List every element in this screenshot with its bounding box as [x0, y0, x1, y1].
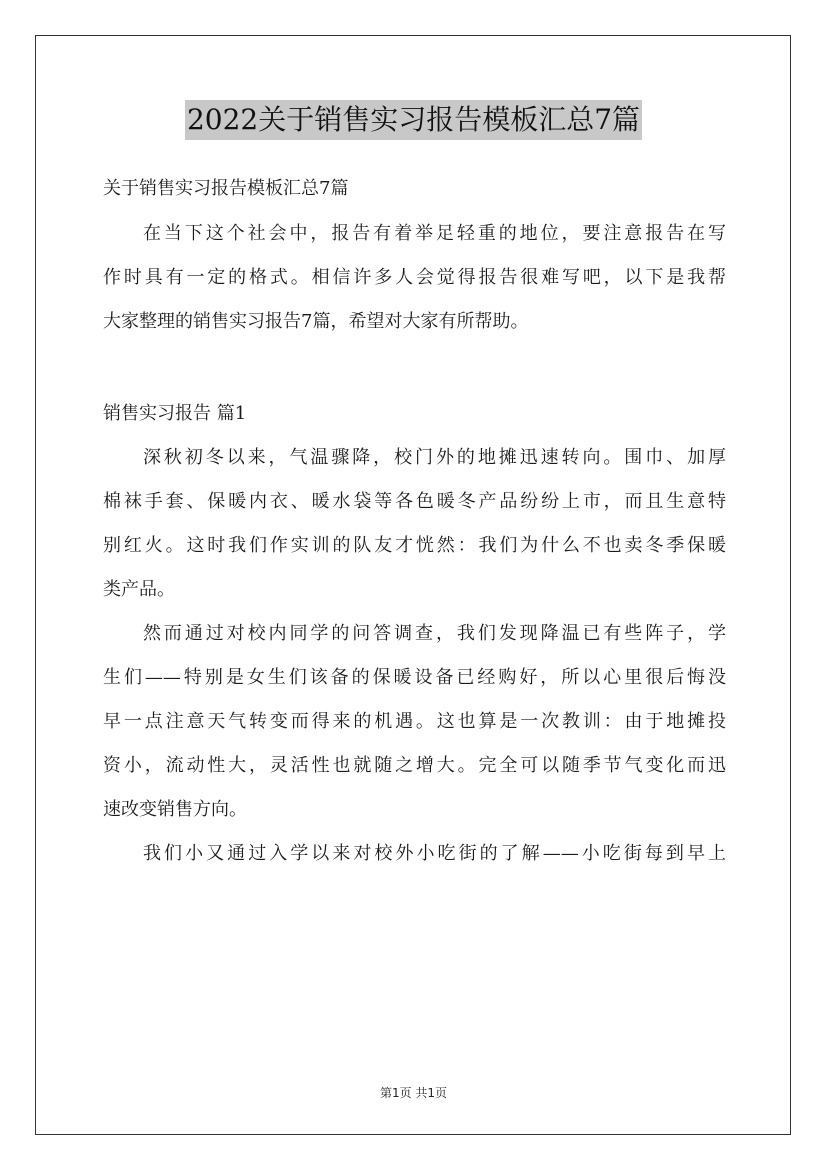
intro-line: 在当下这个社会中，报告有着举足轻重的地位，要注意报告在写	[143, 223, 726, 244]
paragraph-line: 资小，流动性大，灵活性也就随之增大。完全可以随季节气变化而迅	[103, 755, 726, 776]
document-body	[103, 174, 726, 869]
document-subtitle: 关于销售实习报告模板汇总7篇	[103, 178, 349, 199]
paragraph-line: 我们小又通过入学以来对校外小吃街的了解——小吃街每到早上	[143, 843, 726, 864]
paragraph-line: 别红火。这时我们作实训的队友才恍然：我们为什么不也卖冬季保暖	[103, 535, 726, 556]
paragraph-line: 类产品。	[103, 579, 175, 600]
paragraph-line: 棉袜手套、保暖内衣、暖水袋等各色暖冬产品纷纷上市，而且生意特	[103, 491, 726, 512]
paragraph-line: 生们——特别是女生们该备的保暖设备已经购好，所以心里很后悔没	[103, 667, 726, 688]
document-title: 2022关于销售实习报告模板汇总7篇	[185, 100, 642, 140]
page-footer: 第1页 共1页	[379, 1086, 448, 1100]
intro-line: 大家整理的销售实习报告7篇，希望对大家有所帮助。	[103, 311, 529, 332]
paragraph-line: 然而通过对校内同学的问答调查，我们发现降温已有些阵子，学	[143, 623, 726, 644]
section-heading: 销售实习报告 篇1	[103, 403, 247, 424]
intro-line: 作时具有一定的格式。相信许多人会觉得报告很难写吧，以下是我帮	[103, 267, 726, 288]
paragraph-line: 早一点注意天气转变而得来的机遇。这也算是一次教训：由于地摊投	[103, 711, 726, 732]
title-wrap	[0, 100, 827, 140]
paragraph-line: 速改变销售方向。	[103, 799, 247, 820]
paragraph-line: 深秋初冬以来，气温骤降，校门外的地摊迅速转向。围巾、加厚	[143, 447, 726, 468]
